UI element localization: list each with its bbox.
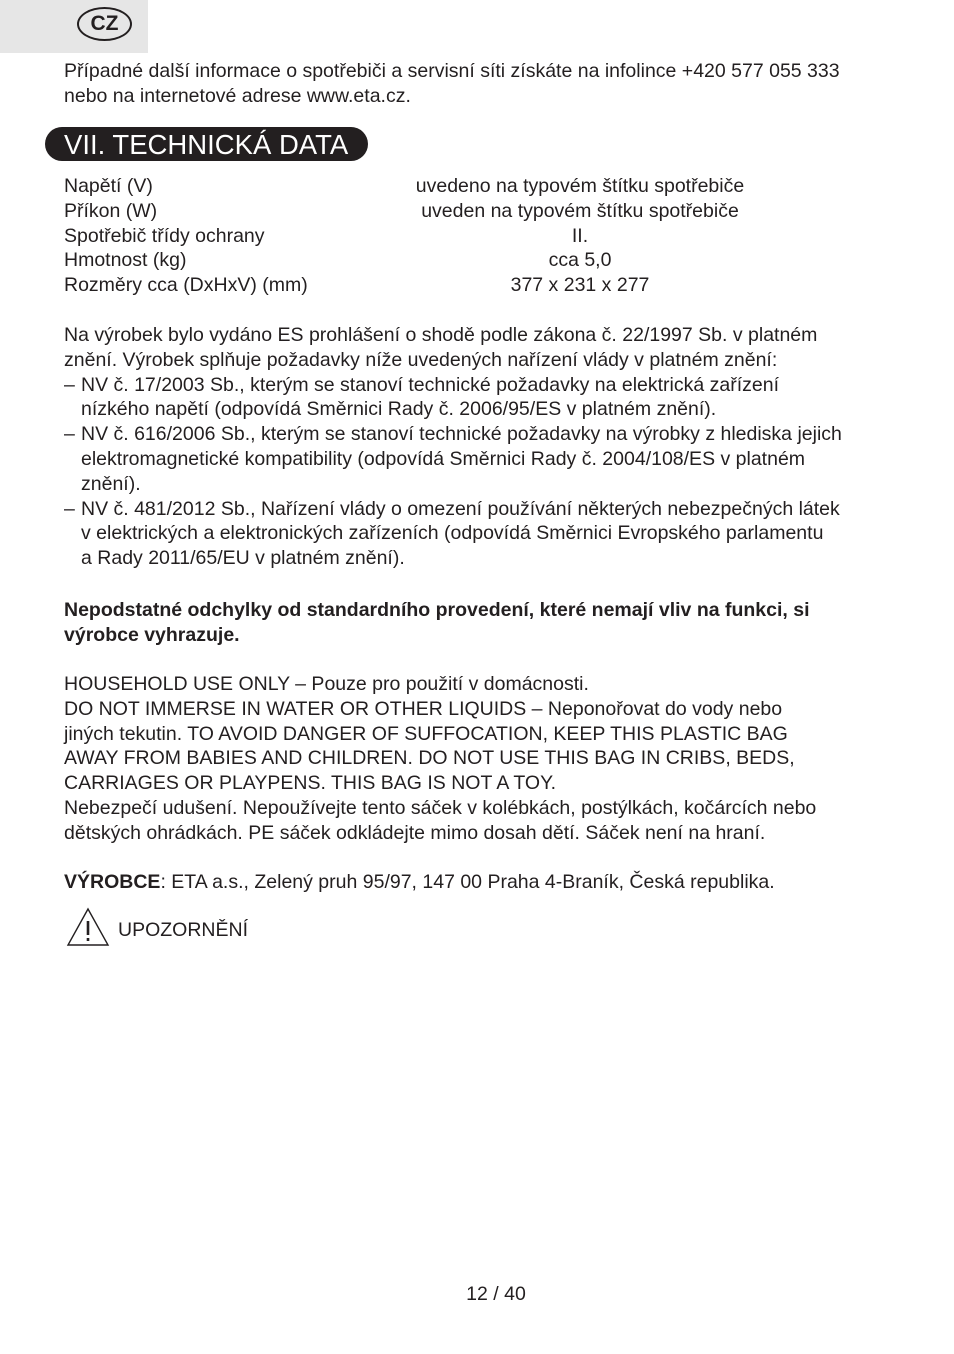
- spec-value: uvedeno na typovém štítku spotřebiče: [415, 175, 745, 197]
- manufacturer-address: : ETA a.s., Zelený pruh 95/97, 147 00 Praha 4-Braník, Česká republika.: [160, 871, 775, 893]
- spec-label: Rozměry cca (DxHxV) (mm): [64, 274, 308, 297]
- spec-label: Spotřebič třídy ochrany: [64, 224, 265, 247]
- spec-value: cca 5,0: [548, 249, 612, 272]
- regulation-line: NV č. 17/2003 Sb., kterým se stanoví technické požadavky na elektrická zařízení: [81, 373, 780, 396]
- regulation-item: [64, 373, 894, 423]
- warning-line: dětských ohrádkách. PE sáček odkládejte mimo dosah dětí. Sáček není na hraní.: [64, 821, 766, 844]
- dash-mark: –: [64, 373, 75, 396]
- safety-warnings: [64, 672, 894, 846]
- regulation-line: NV č. 616/2006 Sb., kterým se stanoví technické požadavky na výrobky z hlediska jejich: [81, 423, 842, 446]
- spec-table: [64, 174, 894, 298]
- spec-row: [64, 199, 894, 224]
- regulation-item: [64, 497, 894, 571]
- spec-value: uveden na typovém štítku spotřebiče: [421, 199, 739, 222]
- spec-label: Hmotnost (kg): [64, 249, 187, 272]
- language-tab: [0, 0, 148, 53]
- note-line: výrobce vyhrazuje.: [64, 623, 240, 646]
- regulation-line: elektromagnetické kompatibility (odpovídá Směrnici Rady č. 2004/108/ES v platném: [81, 447, 806, 470]
- warning-line: jiných tekutin. TO AVOID DANGER OF SUFFOCATION, KEEP THIS PLASTIC BAG: [64, 722, 788, 745]
- regulation-line: znění).: [81, 472, 141, 495]
- language-badge: CZ: [77, 7, 132, 41]
- declaration-line: znění. Výrobek splňuje požadavky níže uvedených nařízení vlády v platném znění:: [64, 348, 778, 371]
- caution-label: UPOZORNĚNÍ: [118, 919, 249, 941]
- spec-row: [64, 174, 894, 199]
- regulation-line: nízkého napětí (odpovídá Směrnici Rady č. 2006/95/ES v platném znění).: [81, 398, 717, 421]
- page-number: 12 / 40: [466, 1283, 526, 1305]
- declaration-line: Na výrobek bylo vydáno ES prohlášení o shodě podle zákona č. 22/1997 Sb. v platném: [64, 324, 818, 346]
- regulation-line: a Rady 2011/65/EU v platném znění).: [81, 547, 405, 570]
- regulation-line: v elektrických a elektronických zařízeních (odpovídá Směrnici Evropského parlamentu: [81, 522, 824, 545]
- note-line: Nepodstatné odchylky od standardního provedení, které nemají vliv na funkci, si: [64, 599, 810, 621]
- warning-line: Nebezpečí udušení. Nepoužívejte tento sáček v kolébkách, postýlkách, kočárcích nebo: [64, 796, 817, 819]
- declaration: [64, 323, 894, 571]
- intro-text: [64, 59, 894, 109]
- warning-triangle-icon: [66, 907, 110, 947]
- spec-value: II.: [571, 224, 589, 247]
- spec-label: Příkon (W): [64, 199, 158, 222]
- warning-line: DO NOT IMMERSE IN WATER OR OTHER LIQUIDS – Neponořovat do vody nebo: [64, 697, 783, 720]
- spec-value: 377 x 231 x 277: [510, 274, 650, 297]
- warning-line: HOUSEHOLD USE ONLY – Pouze pro použití v domácnosti.: [64, 673, 589, 695]
- intro-line: nebo na internetové adrese www.eta.cz.: [64, 84, 411, 107]
- spec-row: [64, 248, 894, 273]
- spec-label: Napětí (V): [64, 175, 153, 197]
- spec-row: [64, 273, 894, 298]
- intro-line: Případné další informace o spotřebiči a servisní síti získáte na infolince +420 577 055 333: [64, 60, 840, 82]
- regulation-line: NV č. 481/2012 Sb., Nařízení vlády o omezení používání některých nebezpečných látek: [81, 497, 840, 520]
- dash-mark: –: [64, 497, 75, 520]
- manufacturer-line: [64, 870, 894, 895]
- spec-row: [64, 224, 894, 249]
- warning-line: CARRIAGES OR PLAYPENS. THIS BAG IS NOT A TOY.: [64, 772, 557, 795]
- regulation-item: [64, 422, 894, 496]
- deviations-note: [64, 598, 894, 648]
- section-title: VII. TECHNICKÁ DATA: [45, 127, 368, 161]
- dash-mark: –: [64, 423, 75, 446]
- manufacturer: [64, 870, 894, 895]
- warning-line: AWAY FROM BABIES AND CHILDREN. DO NOT USE THIS BAG IN CRIBS, BEDS,: [64, 747, 795, 770]
- manufacturer-label: VÝROBCE: [64, 871, 161, 893]
